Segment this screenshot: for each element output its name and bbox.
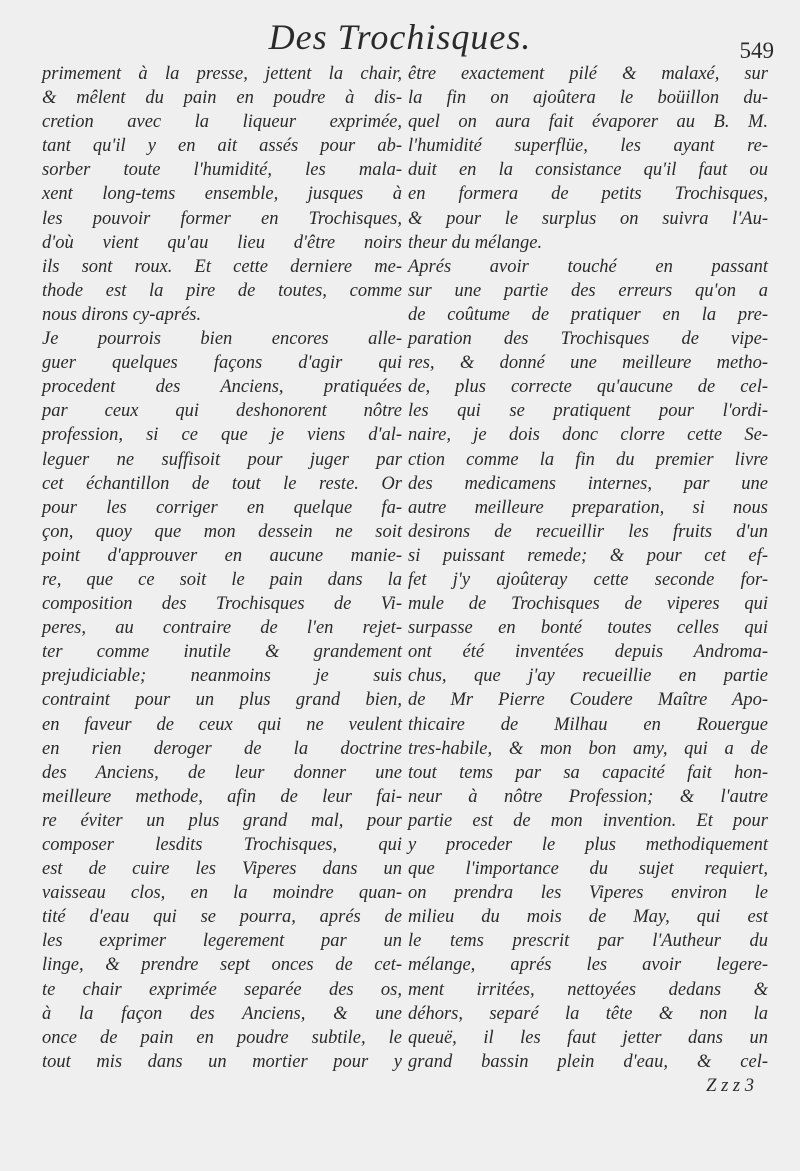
text-line: on prendra les Viperes environ le (408, 883, 768, 904)
text-line: le tems prescrit par l'Autheur du (408, 931, 768, 952)
text-line: once de pain en poudre subtile, le (42, 1027, 402, 1048)
text-line: tout mis dans un mortier pour y (42, 1051, 402, 1072)
text-line: quel on aura fait évaporer au B. M. (408, 112, 768, 133)
text-line: d'où vient qu'au lieu d'être noirs (42, 232, 402, 253)
text-line: duit en la consistance qu'il faut ou (408, 160, 768, 181)
text-line: est de cuire les Viperes dans un (42, 859, 402, 880)
text-line: l'humidité superflüe, les ayant re- (408, 136, 768, 157)
text-line: re, que ce soit le pain dans la (42, 569, 402, 590)
page-number: 549 (739, 38, 774, 63)
text-line: res, & donné une meilleure metho- (408, 353, 768, 374)
text-line: paration des Trochisques de vipe- (408, 329, 768, 350)
text-line: pour les corriger en quelque fa- (42, 497, 402, 518)
text-line: des medicamens internes, par une (408, 473, 768, 494)
text-line: ont été inventées depuis Androma- (408, 642, 768, 663)
text-line: de coûtume de pratiquer en la pre- (408, 304, 768, 325)
text-line: les pouvoir former en Trochisques, (42, 208, 402, 229)
text-line: que l'importance du sujet requiert, (408, 859, 768, 880)
text-line: & pour le surplus on suivra l'Au- (408, 208, 768, 229)
text-line: nous dirons cy-aprés. (42, 304, 202, 325)
text-line: leguer ne suffisoit pour juger par (42, 449, 402, 470)
text-line: partie est de mon invention. Et pour (408, 810, 768, 831)
text-line: tité d'eau qui se pourra, aprés de (42, 907, 402, 928)
text-line: guer quelques façons d'agir qui (42, 353, 402, 374)
text-line: chus, que j'ay recueillie en partie (408, 666, 768, 687)
text-line: de Mr Pierre Coudere Maître Apo- (408, 690, 768, 711)
text-line: te chair exprimée separée des os, (42, 979, 402, 1000)
text-line: procedent des Anciens, pratiquées (42, 377, 402, 398)
text-line: tout tems par sa capacité fait hon- (408, 762, 768, 783)
text-line: primement à la presse, jettent la chair, (42, 64, 402, 84)
text-line: point d'approuver en aucune manie- (42, 545, 402, 566)
text-line: meilleure methode, afin de leur fai- (42, 786, 402, 807)
text-line: des Anciens, de leur donner une (42, 762, 402, 783)
text-line: en formera de petits Trochisques, (408, 184, 768, 205)
text-line: en faveur de ceux qui ne veulent (42, 714, 402, 735)
text-line: par ceux qui deshonorent nôtre (42, 401, 402, 422)
text-line: la fin on ajoûtera le boüillon du- (408, 88, 768, 109)
text-line: milieu du mois de May, qui est (408, 907, 768, 928)
text-line: theur du mélange. (408, 232, 543, 253)
text-line: composition des Trochisques de Vi- (42, 594, 402, 615)
running-title: Des Trochisques. (268, 17, 532, 57)
text-line: mélange, aprés les avoir legere- (408, 955, 768, 976)
text-line: peres, au contraire de l'en rejet- (42, 618, 402, 639)
text-line: naire, je dois donc clorre cette Se- (408, 425, 768, 446)
text-line: thode est la pire de toutes, comme (42, 280, 402, 301)
text-line: ction comme la fin du premier livre (408, 449, 768, 470)
text-line: y proceder le plus methodiquement (408, 835, 768, 855)
text-line: cretion avec la liqueur exprimée, (42, 112, 402, 133)
text-line: sur une partie des erreurs qu'on a (408, 280, 768, 301)
text-line: les exprimer legerement par un (42, 931, 402, 952)
text-line: sorber toute l'humidité, les mala- (42, 160, 402, 181)
text-line: contraint pour un plus grand bien, (42, 690, 402, 711)
text-line: autre meilleure preparation, si nous (408, 497, 768, 518)
text-line: déhors, separé la tête & non la (408, 1003, 768, 1024)
text-line: linge, & prendre sept onces de cet- (42, 955, 402, 976)
text-line: ter comme inutile & grandement (42, 642, 402, 663)
text-line: tant qu'il y en ait assés pour ab- (42, 136, 402, 157)
text-line: prejudiciable; neanmoins je suis (42, 666, 402, 687)
text-line: vaisseau clos, en la moindre quan- (42, 883, 402, 904)
text-line: neur à nôtre Profession; & l'autre (408, 786, 768, 807)
signature-mark: Z z z 3 (706, 1075, 754, 1096)
text-line: re éviter un plus grand mal, pour (42, 810, 402, 831)
text-line: composer lesdits Trochisques, qui (42, 835, 402, 855)
page-header (0, 10, 800, 63)
text-line: queuë, il les faut jetter dans un (408, 1027, 768, 1048)
left-text-column (42, 62, 402, 1074)
text-line: surpasse en bonté toutes celles qui (408, 618, 768, 639)
text-line: si puissant remede; & pour cet ef- (408, 545, 768, 566)
text-line: en rien deroger de la doctrine (42, 738, 402, 759)
text-line: fet j'y ajoûteray cette seconde for- (408, 569, 768, 590)
text-line: tres-habile, & mon bon amy, qui a de (408, 738, 768, 759)
text-line: ils sont roux. Et cette derniere me- (42, 256, 402, 277)
text-line: de, plus correcte qu'aucune de cel- (408, 377, 768, 398)
text-line: ment irritées, nettoyées dedans & (408, 979, 768, 1000)
text-line: çon, quoy que mon dessein ne soit (42, 521, 402, 542)
text-line: grand bassin plein d'eau, & cel- (408, 1051, 768, 1072)
text-line: les qui se pratiquent pour l'ordi- (408, 401, 768, 422)
text-line: xent long-tems ensemble, jusques à (42, 184, 402, 205)
text-line: Je pourrois bien encores alle- (42, 329, 402, 350)
text-line: Aprés avoir touché en passant (408, 256, 768, 277)
right-text-column (408, 62, 768, 1098)
text-line: à la façon des Anciens, & une (42, 1003, 402, 1024)
text-line: mule de Trochisques de viperes qui (408, 594, 768, 615)
text-line: être exactement pilé & malaxé, sur (408, 64, 768, 84)
text-line: & mêlent du pain en poudre à dis- (42, 88, 402, 109)
text-line: profession, si ce que je viens d'al- (42, 425, 402, 446)
text-line: thicaire de Milhau en Rouergue (408, 714, 768, 735)
text-line: desirons de recueillir les fruits d'un (408, 521, 768, 542)
text-line: cet échantillon de tout le reste. Or (42, 473, 402, 494)
